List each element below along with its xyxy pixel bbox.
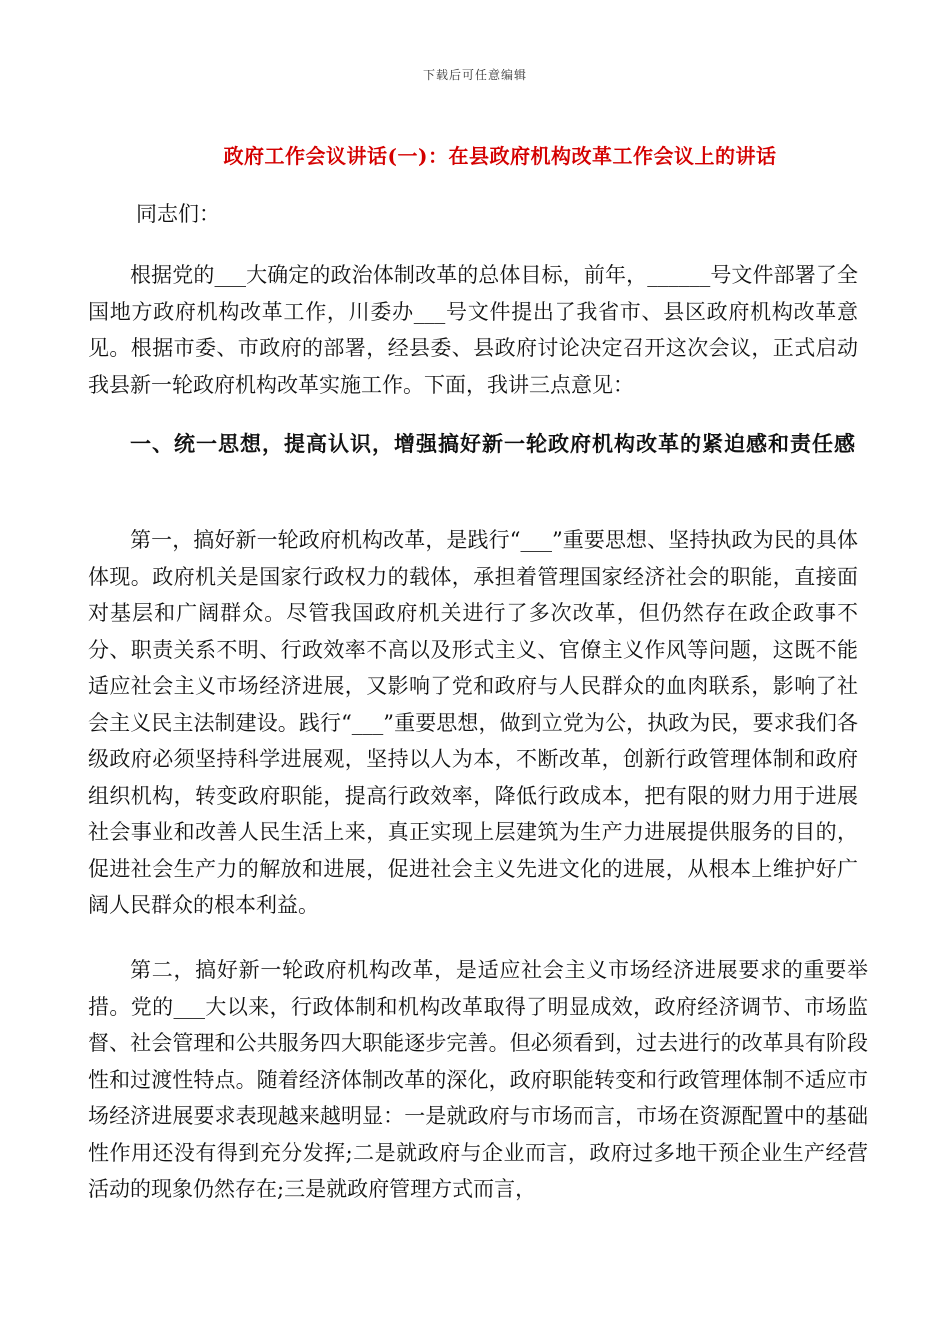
body-paragraph-1: 根据党的___大确定的政治体制改革的总体目标，前年，______号文件部署了全国地方政府机构改革工作，川委办___号文件提出了我省市、县区政府机构改革意见。根据市委、市政府的部署，经县委、县政府讨论决定召开这次会议，正式启动我县新一轮政府机构改革实施工作。下面，我讲三点意见： xyxy=(88,263,858,397)
body-paragraph-3: 第二，搞好新一轮政府机构改革，是适应社会主义市场经济进展要求的重要举措。党的___大以来，行政体制和机构改革取得了明显成效，政府经济调节、市场监督、社会管理和公共服务四大职能逐步完善。但必须看到，过去进行的改革具有阶段性和过渡性特点。随着经济体制改革的深化，政府职能转变和行政管理体制不适应市场经济进展要求表现越来越明显：一是就政府与市场而言，市场在资源配置中的基础性作用还没有得到充分发挥;二是就政府与企业而言，政府过多地干预企业生产经营活动的现象仍然存在;三是就政府管理方式而言， xyxy=(88,958,868,1201)
salutation: 同志们： xyxy=(136,202,220,226)
body-paragraph-2: 第一，搞好新一轮政府机构改革，是践行“___”重要思想、坚持执政为民的具体体现。政府机关是国家行政权力的载体，承担着管理国家经济社会的职能，直接面对基层和广阔群众。尽管我国政府机关进行了多次改革，但仍然存在政企政事不分、职责关系不明、行政效率不高以及形式主义、官僚主义作风等问题，这既不能适应社会主义市场经济进展，又影响了党和政府与人民群众的血肉联系，影响了社会主义民主法制建设。践行“___”重要思想，做到立党为公，执政为民，要求我们各级政府必须坚持科学进展观，坚持以人为本，不断改革，创新行政管理体制和政府组织机构，转变政府职能，提高行政效率，降低行政成本，把有限的财力用于进展社会事业和改善人民生活上来，真正实现上层建筑为生产力进展提供服务的目的，促进社会生产力的解放和进展，促进社会主义先进文化的进展，从根本上维护好广阔人民群众的根本利益。 xyxy=(88,528,858,917)
page-header-note: 下载后可任意编辑 xyxy=(422,68,527,82)
document-title: 政府工作会议讲话(一)：在县政府机构改革工作会议上的讲话 xyxy=(223,144,777,168)
section-heading-1: 一、统一思想，提高认识，增强搞好新一轮政府机构改革的紧迫感和责任感 xyxy=(130,431,856,456)
